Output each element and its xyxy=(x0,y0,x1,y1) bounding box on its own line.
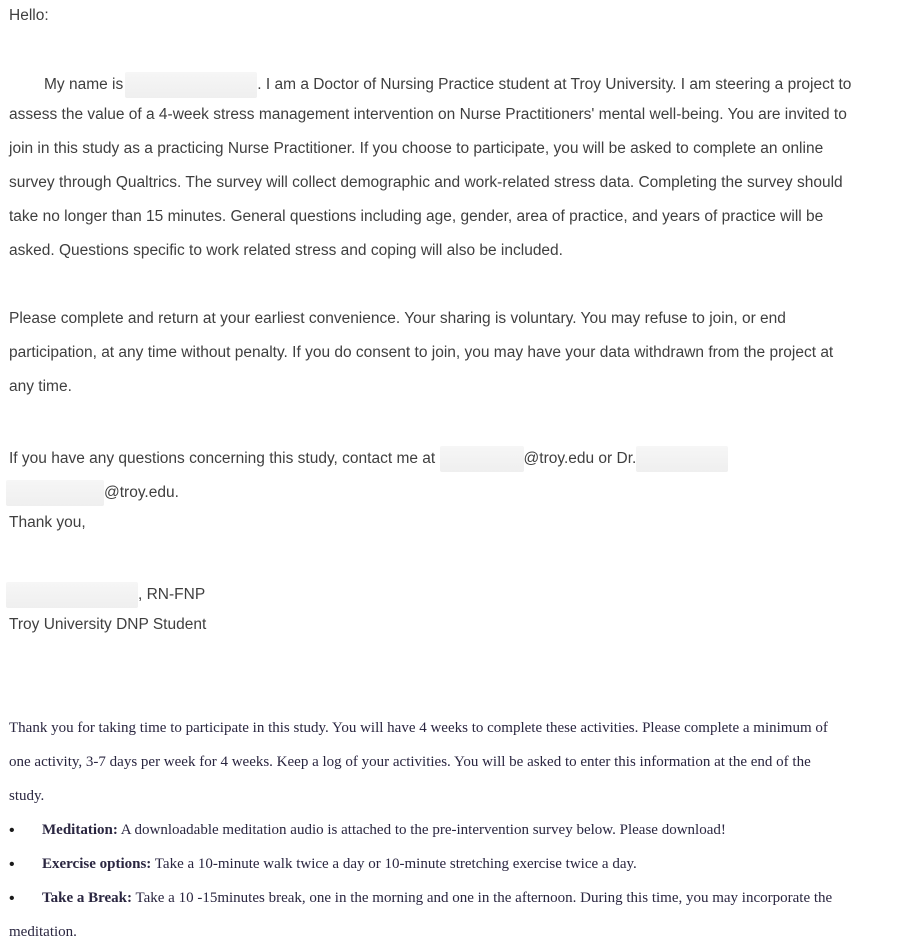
intro-line-1 xyxy=(44,72,851,98)
list-item-text: Take a 10-minute walk twice a day or 10-minute stretching exercise twice a day. xyxy=(151,856,637,872)
list-item-continuation: meditation. xyxy=(9,924,77,940)
contact-text-c: @troy.edu. xyxy=(104,484,179,502)
redacted-advisor-email xyxy=(6,480,104,506)
contact-line xyxy=(9,446,728,472)
list-item-text: Take a 10 -15minutes break, one in the morning and one in the afternoon. During this time, you may incorporate the xyxy=(132,890,833,906)
redacted-email-user xyxy=(440,446,524,472)
paragraph-line: Please complete and return at your earliest convenience. Your sharing is voluntary. You may refuse to join, or end xyxy=(9,310,786,327)
list-item-label: Meditation: xyxy=(42,822,118,838)
bullet-icon: • xyxy=(9,890,15,907)
instructions-line: study. xyxy=(9,788,45,804)
list-item-break xyxy=(42,890,832,907)
list-item-label: Take a Break: xyxy=(42,890,133,906)
paragraph-line: any time. xyxy=(9,378,72,395)
signature-org: Troy University DNP Student xyxy=(9,616,207,633)
redacted-advisor-name xyxy=(636,446,728,472)
bullet-icon: • xyxy=(9,822,15,839)
paragraph-line: join in this study as a practicing Nurse Practitioner. If you choose to participate, you will be asked to complete an online xyxy=(9,140,824,157)
paragraph-line: survey through Qualtrics. The survey will collect demographic and work-related stress data. Completing the survey should xyxy=(9,174,843,191)
redacted-signature-name xyxy=(6,582,138,608)
intro-text-a: My name is xyxy=(44,76,124,94)
closing: Thank you, xyxy=(9,514,86,531)
instructions-line: Thank you for taking time to participate in this study. You will have 4 weeks to complete these activities. Please complete a minimum of xyxy=(9,720,828,736)
paragraph-line: asked. Questions specific to work related stress and coping will also be included. xyxy=(9,242,563,259)
bullet-icon: • xyxy=(9,856,15,873)
list-item-label: Exercise options: xyxy=(42,856,152,872)
list-item-meditation xyxy=(42,822,726,839)
greeting: Hello: xyxy=(9,7,49,24)
paragraph-line: assess the value of a 4-week stress management intervention on Nurse Practitioners' mental well-being. You are invited to xyxy=(9,106,847,123)
instructions-line: one activity, 3-7 days per week for 4 weeks. Keep a log of your activities. You will be asked to enter this information at the end of the xyxy=(9,754,811,770)
contact-text-b: @troy.edu or Dr. xyxy=(523,450,637,468)
intro-text-b: . I am a Doctor of Nursing Practice student at Troy University. I am steering a project to xyxy=(257,76,852,94)
paragraph-line: take no longer than 15 minutes. General questions including age, gender, area of practice, and years of practice will be xyxy=(9,208,824,225)
contact-text-a: If you have any questions concerning this study, contact me at xyxy=(9,450,436,468)
signature-title: , RN-FNP xyxy=(138,586,206,604)
list-item-text: A downloadable meditation audio is attached to the pre-intervention survey below. Please download! xyxy=(117,822,726,838)
paragraph-line: participation, at any time without penalty. If you do consent to join, you may have your data withdrawn from the project at xyxy=(9,344,834,361)
signature-line xyxy=(6,582,205,608)
redacted-name xyxy=(125,72,257,98)
contact-line-2 xyxy=(6,480,179,506)
list-item-exercise xyxy=(42,856,637,873)
